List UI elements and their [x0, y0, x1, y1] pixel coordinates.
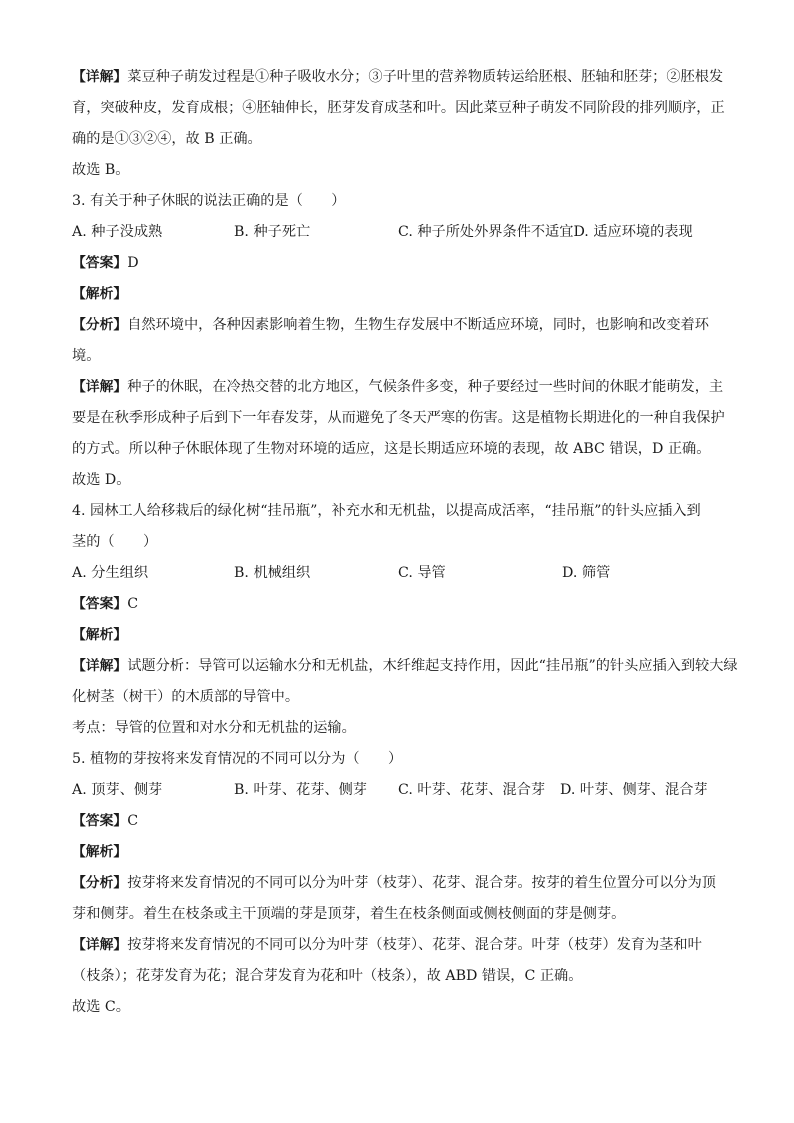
q2-detail-line-3: 确的是①③②④，故 B 正确。 [72, 131, 262, 147]
detail-tag: 【详解】 [72, 69, 128, 85]
q3-option-d: D. 适应环境的表现 [573, 224, 693, 240]
answer-tag: 【答案】 [72, 813, 128, 829]
q5-detail-line-2: （枝条）；花芽发育为花；混合芽发育为花和叶（枝条），故 ABD 错误，C 正确。 [72, 968, 583, 984]
q3-detail-line-3: 的方式。所以种子休眠体现了生物对环境的适应，这是长期适应环境的表现，故 ABC 错误，D 正确。 [72, 441, 711, 457]
q4-options [72, 558, 722, 589]
q3-stem: 3. 有关于种子休眠的说法正确的是（ ） [72, 193, 346, 209]
q3-fenxi-line-1: 【分析】自然环境中，各种因素影响着生物，生物生存发展中不断适应环境，同时，也影响和改变着环 [72, 317, 709, 333]
q5-fenxi-line-2: 芽和侧芽。着生在枝条或主干顶端的芽是顶芽，着生在枝条侧面或侧枝侧面的芽是侧芽。 [72, 906, 626, 922]
q3-fenxi-line-2: 境。 [72, 348, 101, 364]
q2-detail-line-1: 【详解】菜豆种子萌发过程是①种子吸收水分；③子叶里的营养物质转运给胚根、胚轴和胚芽；②胚根发 [72, 69, 724, 85]
q4-option-c: C. 导管 [398, 565, 446, 581]
q4-analysis-heading: 【解析】 [72, 627, 128, 643]
q5-option-b: B. 叶芽、花芽、侧芽 [234, 782, 367, 798]
q3-detail-line-1: 【详解】种子的休眠，在冷热交替的北方地区，气候条件多变，种子要经过一些时间的休眠才能萌发，主 [72, 379, 724, 395]
q3-conclusion: 故选 D。 [72, 472, 131, 488]
q4-stem-line-1: 4. 园林工人给移栽后的绿化树“挂吊瓶”，补充水和无机盐，以提高成活率，“挂吊瓶”的针头应插入到 [72, 503, 701, 519]
q4-detail-line-1: 【详解】试题分析：导管可以运输水分和无机盐，木纤维起支持作用，因此“挂吊瓶”的针头应插入到较大绿 [72, 658, 738, 674]
q3-analysis-heading: 【解析】 [72, 286, 128, 302]
detail-tag: 【详解】 [72, 379, 128, 395]
q5-fenxi-line-1: 【分析】按芽将来发育情况的不同可以分为叶芽（枝芽）、花芽、混合芽。按芽的着生位置分可以分为顶 [72, 875, 716, 891]
q2-detail-line-2: 育，突破种皮，发育成根；④胚轴伸长，胚芽发育成茎和叶。因此菜豆种子萌发不同阶段的排列顺序，正 [72, 100, 725, 116]
q5-answer: 【答案】C [72, 813, 139, 829]
q4-stem-line-2: 茎的（ ） [72, 534, 158, 550]
q4-detail-line-2: 化树茎（树干）的木质部的导管中。 [72, 689, 300, 705]
q4-answer: 【答案】C [72, 596, 139, 612]
answer-tag: 【答案】 [72, 596, 128, 612]
q4-option-a: A. 分生组织 [72, 565, 149, 581]
fenxi-tag: 【分析】 [72, 317, 128, 333]
detail-tag: 【详解】 [72, 937, 128, 953]
q3-detail-line-2: 要是在秋季形成种子后到下一年春发芽，从而避免了冬天严寒的伤害。这是植物长期进化的一种自我保护 [72, 410, 725, 426]
q3-options [72, 217, 722, 248]
q4-option-b: B. 机械组织 [234, 565, 311, 581]
answer-tag: 【答案】 [72, 255, 128, 271]
q5-option-d: D. 叶芽、侧芽、混合芽 [560, 782, 708, 798]
q3-option-c: C. 种子所处外界条件不适宜 [398, 224, 574, 240]
fenxi-tag: 【分析】 [72, 875, 128, 891]
q4-option-d: D. 筛管 [562, 565, 611, 581]
q5-conclusion: 故选 C。 [72, 999, 130, 1015]
q3-option-a: A. 种子没成熟 [72, 224, 163, 240]
q5-options [72, 775, 722, 806]
document-page [72, 62, 738, 1023]
q4-kaodian: 考点：导管的位置和对水分和无机盐的运输。 [72, 720, 356, 736]
q5-detail-line-1: 【详解】按芽将来发育情况的不同可以分为叶芽（枝芽）、花芽、混合芽。叶芽（枝芽）发育为茎和叶 [72, 937, 702, 953]
q3-option-b: B. 种子死亡 [234, 224, 311, 240]
q5-analysis-heading: 【解析】 [72, 844, 128, 860]
q5-option-c: C. 叶芽、花芽、混合芽 [398, 782, 546, 798]
q5-option-a: A. 顶芽、侧芽 [72, 782, 163, 798]
q5-stem: 5. 植物的芽按将来发育情况的不同可以分为（ ） [72, 751, 403, 767]
detail-tag: 【详解】 [72, 658, 128, 674]
q3-answer: 【答案】D [72, 255, 139, 271]
q2-conclusion: 故选 B。 [72, 162, 130, 178]
